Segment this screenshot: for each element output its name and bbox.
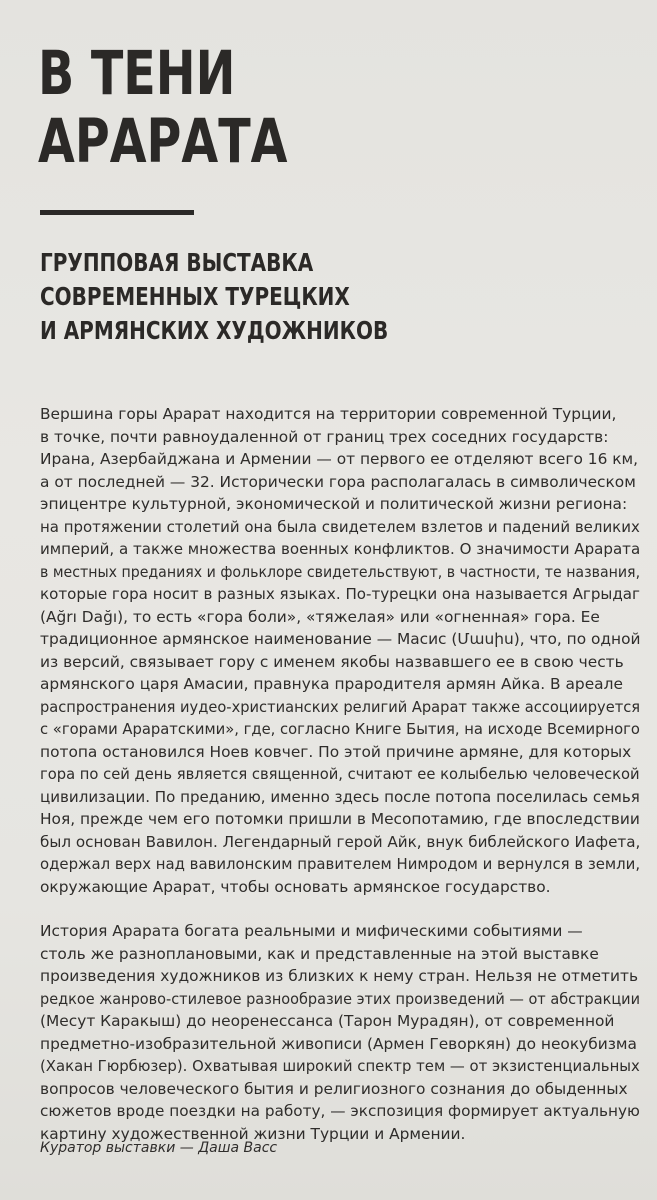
- text-line: которые гора носит в разных языках. По-турецки она называется Агрыдаг: [40, 585, 640, 603]
- text-line: картину художественной жизни Турции и Армении.: [40, 1124, 466, 1143]
- description-body: [40, 403, 640, 1145]
- text-line: был основан Вавилон. Легендарный герой Айк, внук библейского Иафета,: [40, 832, 641, 851]
- text-line: империй, а также множества военных конфликтов. О значимости Арарата: [40, 540, 641, 558]
- text-line: столь же разноплановыми, как и представленные на этой выставке: [40, 944, 599, 963]
- text-line: цивилизации. По преданию, именно здесь после потопа поселилась семья: [40, 787, 640, 806]
- text-line: предметно-изобразительной живописи (Армен Геворкян) до неокубизма: [40, 1034, 637, 1053]
- title-line-1: В ТЕНИ: [38, 38, 236, 109]
- exhibition-title: [38, 40, 288, 176]
- text-line: эпицентре культурной, экономической и политической жизни региона:: [40, 495, 628, 513]
- text-line: на протяжении столетий она была свидетелем взлетов и падений великих: [40, 517, 640, 536]
- text-line: традиционное армянское наименование — Масис (Մասիս), что, по одной: [40, 630, 641, 648]
- text-line: произведения художников из близких к нему стран. Нельзя не отметить: [40, 967, 639, 985]
- text-line: в точке, почти равноудаленной от границ трех соседних государств:: [40, 427, 609, 446]
- description-paragraph-1: [40, 403, 640, 898]
- text-line: армянского царя Амасии, правнука прародителя армян Айка. В ареале: [40, 675, 623, 693]
- curator-credit: Куратор выставки — Даша Васс: [40, 1140, 278, 1156]
- subtitle-line-3: И АРМЯНСКИХ ХУДОЖНИКОВ: [40, 316, 389, 345]
- title-line-2: АРАРАТА: [38, 106, 288, 177]
- text-line: а от последней — 32. Исторически гора располагалась в символическом: [40, 472, 636, 491]
- subtitle-line-1: ГРУППОВАЯ ВЫСТАВКА: [40, 248, 314, 277]
- text-line: распространения иудео-христианских религий Арарат также ассоциируется: [40, 697, 641, 716]
- text-line: (Месут Каракыш) до неоренессанса (Тарон Мурадян), от современной: [40, 1012, 615, 1030]
- text-line: История Арарата богата реальными и мифическими событиями —: [40, 922, 583, 940]
- text-line: (Ağrı Dağı), то есть «гора боли», «тяжелая» или «огненная» гора. Ее: [40, 607, 600, 626]
- text-line: сюжетов вроде поездки на работу, — экспозиция формирует актуальную: [40, 1102, 640, 1120]
- text-line: (Хакан Гюрбюзер). Охватывая широкий спектр тем — от экзистенциальных: [40, 1057, 640, 1075]
- description-paragraph-2: [40, 920, 640, 1145]
- text-line: Вершина горы Арарат находится на территории современной Турции,: [40, 405, 617, 423]
- text-line: из версий, связывает гору с именем якобы назвавшего ее в свою честь: [40, 652, 624, 671]
- subtitle-line-2: СОВРЕМЕННЫХ ТУРЕЦКИХ: [40, 282, 350, 311]
- text-line: Ирана, Азербайджана и Армении — от первого ее отделяют всего 16 км,: [40, 450, 639, 468]
- text-line: в местных преданиях и фольклоре свидетельствуют, в частности, те названия,: [40, 562, 641, 581]
- exhibition-subtitle: [40, 246, 388, 348]
- text-line: Ноя, прежде чем его потомки пришли в Месопотамию, где впоследствии: [40, 810, 640, 828]
- text-line: вопросов человеческого бытия и религиозного сознания до обыденных: [40, 1079, 628, 1098]
- text-line: с «горами Араратскими», где, согласно Книге Бытия, на исходе Всемирного: [40, 720, 640, 738]
- text-line: гора по сей день является священной, считают ее колыбелью человеческой: [40, 765, 640, 783]
- text-line: потопа остановился Ноев ковчег. По этой причине армяне, для которых: [40, 742, 632, 761]
- title-divider: [40, 210, 194, 215]
- text-line: окружающие Арарат, чтобы основать армянское государство.: [40, 877, 551, 896]
- text-line: редкое жанрово-стилевое разнообразие этих произведений — от абстракции: [40, 989, 640, 1008]
- text-line: одержал верх над вавилонским правителем Нимродом и вернулся в земли,: [40, 855, 641, 873]
